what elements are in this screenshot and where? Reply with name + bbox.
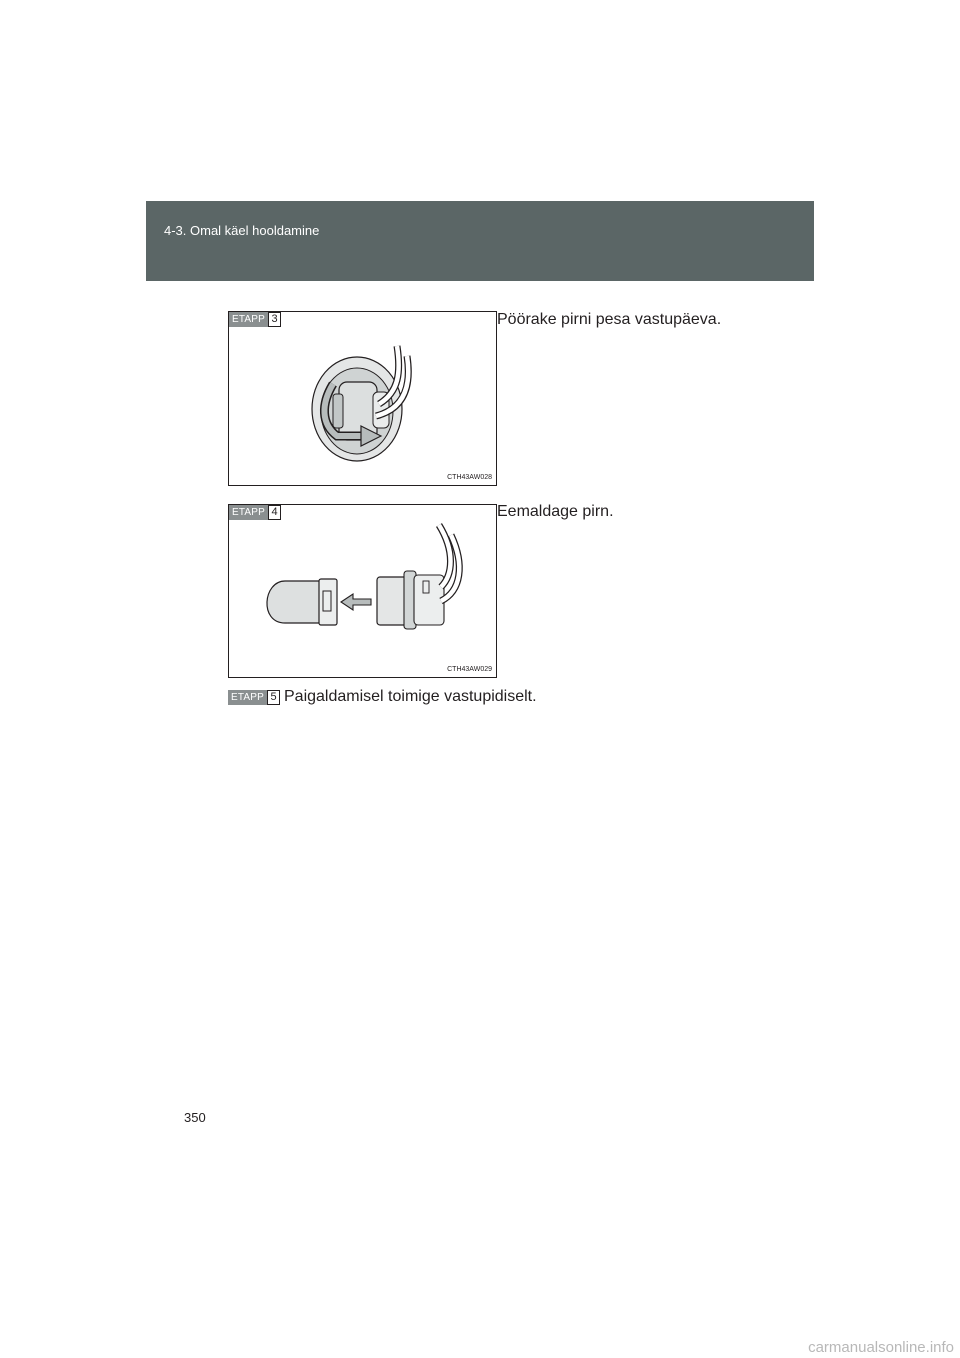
page-number: 350 <box>184 1110 206 1125</box>
figure-rotate-socket <box>228 311 497 486</box>
step-label: ETAPP <box>229 505 268 520</box>
figure-code: CTH43AW029 <box>447 666 492 673</box>
figure-code: CTH43AW028 <box>447 474 492 481</box>
step-3-text: Pöörake pirni pesa vastupäeva. <box>497 311 722 328</box>
bulb-removal-illustration <box>229 505 496 677</box>
step-4-text: Eemaldage pirn. <box>497 503 614 520</box>
step-number: 5 <box>267 690 280 705</box>
figure-remove-bulb <box>228 504 497 678</box>
step-5-text: Paigaldamisel toimige vastupidiselt. <box>284 688 537 705</box>
step-label: ETAPP <box>228 690 267 705</box>
section-title: 4-3. Omal käel hooldamine <box>164 223 320 238</box>
bulb-socket-rotate-illustration <box>229 312 496 485</box>
step-number: 4 <box>268 505 281 520</box>
step-label: ETAPP <box>229 312 268 327</box>
section-header <box>146 201 814 281</box>
step-number: 3 <box>268 312 281 327</box>
watermark: carmanualsonline.info <box>808 1339 954 1356</box>
step-badge-5 <box>228 690 280 705</box>
